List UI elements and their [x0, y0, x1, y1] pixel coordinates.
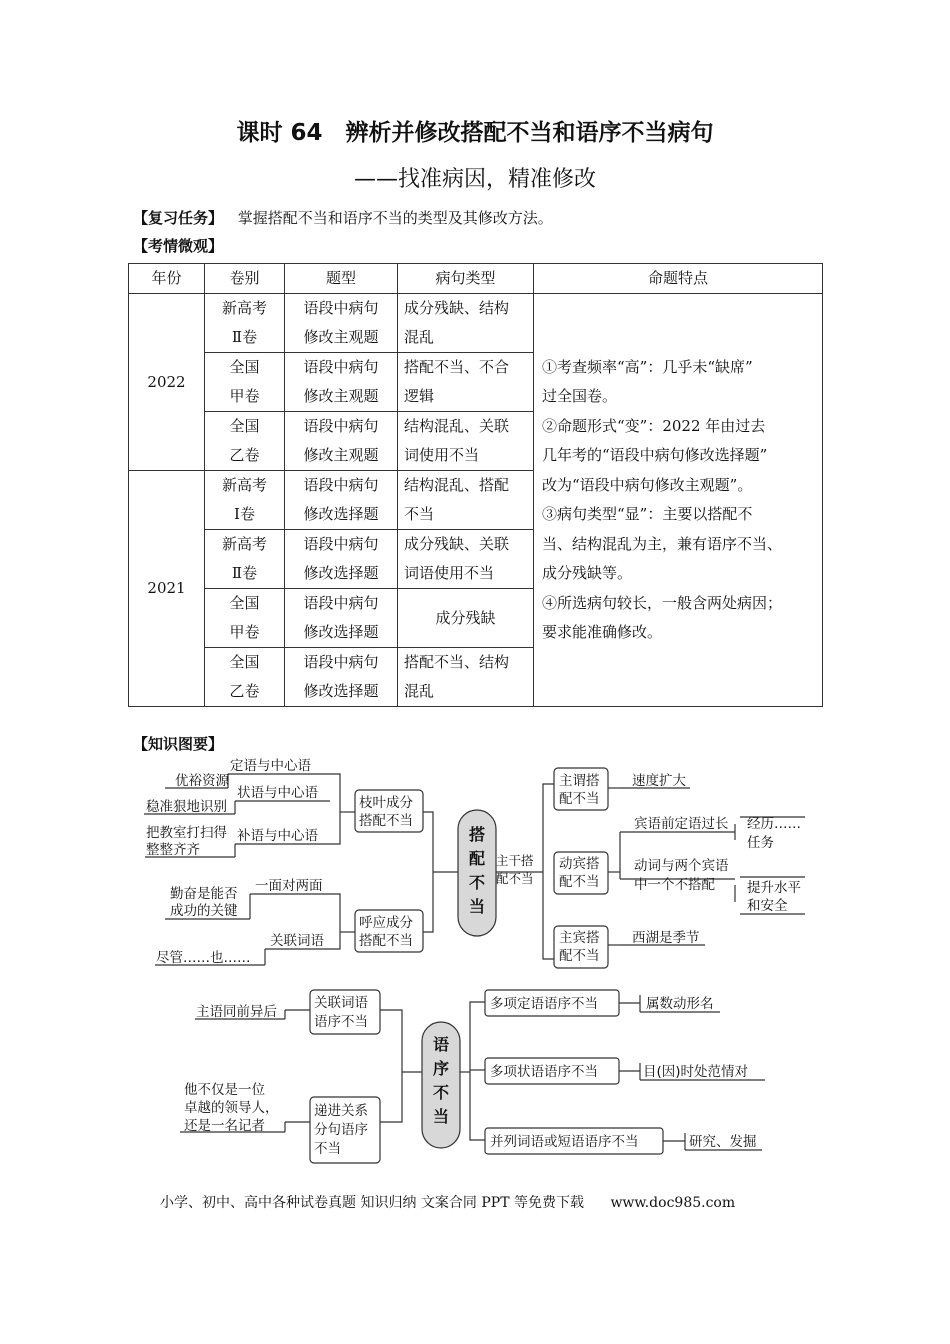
example-text: 属数动形名	[646, 996, 714, 1012]
question-type-cell: 语段中病句 修改主观题	[285, 294, 398, 353]
node-modifier-collocation-line2: 搭配不当	[359, 813, 413, 829]
example-text: 经历……	[747, 816, 801, 832]
node-progressive-order: 递进关系	[314, 1103, 368, 1119]
paper-cell: 新高考 Ⅱ卷	[205, 530, 285, 589]
knowledge-map-label: 【知识图要】	[133, 735, 224, 753]
node-subject-predicate-line2: 配不当	[559, 791, 600, 807]
rel-long-attributive: 宾语前定语过长	[634, 816, 729, 832]
error-type-cell: 搭配不当、不合 逻辑	[398, 353, 534, 412]
page-title: 课时 64 辨析并修改搭配不当和语序不当病句	[236, 120, 714, 146]
example-text: 和安全	[747, 898, 788, 914]
node-adverbial-order: 多项状语语序不当	[490, 1064, 598, 1080]
knowledge-map-heading	[133, 733, 223, 754]
table-row	[129, 294, 823, 353]
example-text: 西湖是季节	[632, 930, 700, 946]
header-features: 命题特点	[534, 264, 823, 294]
example-text: 任务	[747, 835, 774, 851]
paper-cell: 全国 甲卷	[205, 589, 285, 648]
trunk-label: 主干搭	[496, 853, 534, 868]
question-type-cell: 语段中病句 修改主观题	[285, 412, 398, 471]
rel-conjunctions: 关联词语	[270, 933, 324, 949]
example-text: 提升水平	[747, 880, 801, 896]
footer	[160, 1192, 735, 1212]
rel-one-vs-two: 一面对两面	[255, 878, 323, 894]
header-paper: 卷别	[205, 264, 285, 294]
rel-complement: 补语与中心语	[237, 828, 318, 844]
example-text: 卓越的领导人，	[184, 1100, 279, 1116]
rel-attributive: 定语与中心语	[230, 758, 311, 774]
review-task	[133, 207, 553, 228]
error-type-cell: 成分残缺、关联 词语使用不当	[398, 530, 534, 589]
node-correlative-collocation: 呼应成分	[359, 915, 413, 931]
error-type-cell: 结构混乱、搭配 不当	[398, 471, 534, 530]
error-type-cell: 成分残缺、结构 混乱	[398, 294, 534, 353]
node-verb-object-line2: 配不当	[559, 874, 600, 890]
node-conjunction-order: 关联词语	[314, 995, 368, 1011]
example-text: 速度扩大	[632, 773, 686, 789]
center-word-order-char: 语	[433, 1035, 450, 1054]
question-type-cell: 语段中病句 修改选择题	[285, 530, 398, 589]
trunk-label-line2: 配不当	[496, 871, 534, 886]
example-text: 成功的关键	[170, 903, 238, 919]
paper-cell: 全国 乙卷	[205, 412, 285, 471]
center-collocation-char: 配	[469, 849, 486, 868]
center-collocation-char: 搭	[469, 825, 486, 844]
year-cell: 2021	[129, 471, 205, 707]
footer-text: 小学、初中、高中各种试卷真题 知识归纳 文案合同 PPT 等免费下载	[160, 1195, 584, 1211]
year-cell: 2022	[129, 294, 205, 471]
error-type-cell: 结构混乱、关联 词使用不当	[398, 412, 534, 471]
example-text: 勤奋是能否	[170, 886, 238, 902]
header-error-type: 病句类型	[398, 264, 534, 294]
example-text: 稳准狠地识别	[146, 799, 227, 815]
footer-url[interactable]: www.doc985.com	[610, 1195, 736, 1211]
question-type-cell: 语段中病句 修改主观题	[285, 353, 398, 412]
paper-cell: 全国 乙卷	[205, 648, 285, 707]
example-text: 优裕资源	[175, 773, 229, 789]
center-word-order-char: 当	[433, 1107, 450, 1126]
rel-two-objects: 动词与两个宾语	[634, 858, 729, 874]
paper-cell: 全国 甲卷	[205, 353, 285, 412]
rel-two-objects-line2: 中一个不搭配	[634, 877, 715, 893]
center-word-order-char: 序	[433, 1059, 450, 1078]
center-collocation-char: 不	[469, 873, 486, 892]
paper-cell: 新高考 Ⅰ卷	[205, 471, 285, 530]
review-task-text: 掌握搭配不当和语序不当的类型及其修改方法。	[237, 209, 553, 227]
example-text: 目(因)时处范情对	[643, 1064, 749, 1080]
example-text: 研究、发掘	[689, 1134, 757, 1150]
example-text: 主语同前异后	[196, 1004, 277, 1020]
example-text: 尽管……也……	[156, 950, 251, 966]
center-word-order-char: 不	[433, 1083, 450, 1102]
example-text: 他不仅是一位	[184, 1082, 265, 1098]
node-attributive-order: 多项定语语序不当	[490, 996, 598, 1012]
exam-overview-label: 【考情微观】	[133, 237, 224, 255]
table-header-row	[129, 264, 823, 294]
node-subject-object: 主宾搭	[559, 930, 600, 946]
rel-adverbial: 状语与中心语	[237, 785, 318, 801]
question-type-cell: 语段中病句 修改选择题	[285, 648, 398, 707]
features-cell: ①考查频率“高”：几乎未“缺席” 过全国卷。 ②命题形式“变”：2022 年由过去 几年考的“语段中病句修改选择题” 改为“语段中病句修改主观题”。 ③病句类型“显”：主要以搭配不 当、结构混乱为主，兼有语序不当、 成分残缺等。 ④所选病句较长，一般含两处病因； 要求能准确修改。	[534, 294, 823, 707]
node-subject-object-line2: 配不当	[559, 948, 600, 964]
node-modifier-collocation: 枝叶成分	[359, 795, 413, 811]
node-conjunction-order-line2: 语序不当	[314, 1014, 368, 1030]
header-question-type: 题型	[285, 264, 398, 294]
node-correlative-collocation-line2: 搭配不当	[359, 933, 413, 949]
node-verb-object: 动宾搭	[559, 856, 600, 872]
example-text: 还是一名记者	[184, 1118, 265, 1134]
paper-cell: 新高考 Ⅱ卷	[205, 294, 285, 353]
question-type-cell: 语段中病句 修改选择题	[285, 471, 398, 530]
knowledge-mind-map	[140, 752, 820, 1172]
node-subject-predicate: 主谓搭	[559, 773, 600, 789]
node-progressive-order-line2: 分句语序	[314, 1122, 368, 1138]
node-parallel-order: 并列词语或短语语序不当	[490, 1134, 639, 1150]
header-year: 年份	[129, 264, 205, 294]
exam-overview-table	[128, 263, 823, 707]
example-text: 把教室打扫得	[146, 825, 227, 841]
node-progressive-order-line3: 不当	[314, 1141, 341, 1157]
page-subtitle: ——找准病因，精准修改	[353, 167, 596, 192]
exam-overview-heading	[133, 235, 223, 256]
center-collocation-char: 当	[469, 897, 486, 916]
question-type-cell: 语段中病句 修改选择题	[285, 589, 398, 648]
example-text: 整整齐齐	[146, 842, 200, 858]
error-type-cell: 成分残缺	[398, 589, 534, 648]
review-task-label: 【复习任务】	[133, 209, 224, 227]
error-type-cell: 搭配不当、结构 混乱	[398, 648, 534, 707]
